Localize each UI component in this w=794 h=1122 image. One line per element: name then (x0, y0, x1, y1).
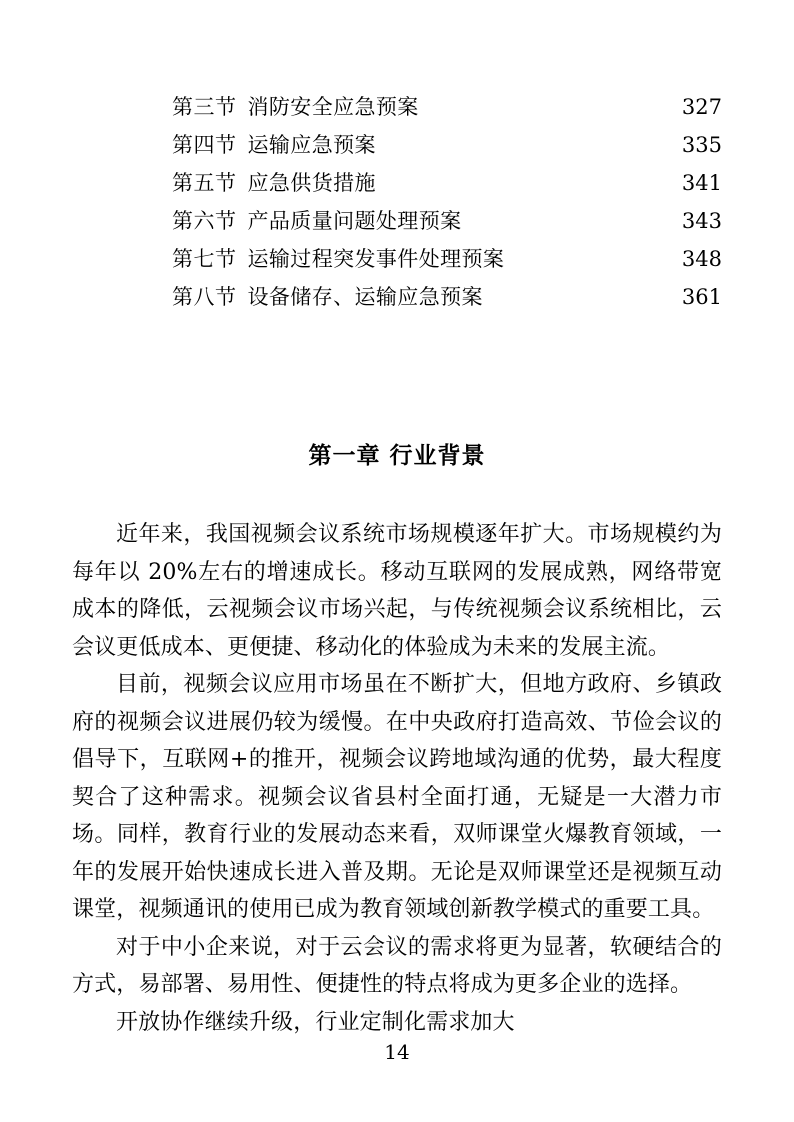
body-paragraph: 对于中小企来说，对于云会议的需求将更为显著，软硬结合的方式，易部署、易用性、便捷性的特点将成为更多企业的选择。 (72, 934, 722, 997)
toc-entry-page-number: 348 (681, 247, 722, 271)
toc-entry-page-number: 327 (681, 95, 722, 119)
toc-entry[interactable] (172, 278, 722, 316)
toc-entry-title: 运输应急预案 (247, 133, 376, 157)
toc-entry-page-number: 343 (681, 209, 722, 233)
toc-entry-title: 运输过程突发事件处理预案 (247, 247, 505, 271)
toc-entry[interactable] (172, 126, 722, 164)
toc-dot-leader (377, 131, 682, 152)
toc-entry-page-number: 335 (681, 133, 722, 157)
toc-dot-leader (463, 207, 682, 228)
toc-entry[interactable] (172, 164, 722, 202)
toc-entry-title: 应急供货措施 (247, 171, 376, 195)
toc-entry-page-number: 341 (681, 171, 722, 195)
toc-entry[interactable] (172, 88, 722, 126)
toc-entry-title: 产品质量问题处理预案 (247, 209, 462, 233)
toc-entry-section: 第五节 (172, 171, 237, 195)
toc-entry-title: 设备储存、运输应急预案 (247, 285, 483, 309)
chapter-heading (0, 437, 794, 470)
body-paragraph: 开放协作继续升级，行业定制化需求加大 (116, 1009, 515, 1035)
toc-entry-section: 第六节 (172, 209, 237, 233)
table-of-contents (172, 88, 722, 316)
toc-dot-leader (484, 283, 682, 304)
toc-entry-section: 第三节 (172, 95, 237, 119)
chapter-title: 行业背景 (389, 442, 486, 469)
toc-entry[interactable] (172, 202, 722, 240)
toc-dot-leader (420, 93, 682, 114)
toc-entry-section: 第四节 (172, 133, 237, 157)
body-text (72, 516, 722, 1041)
toc-entry-page-number: 361 (681, 285, 722, 309)
toc-dot-leader (377, 169, 682, 190)
chapter-number: 第一章 (308, 442, 381, 469)
body-paragraph: 近年来，我国视频会议系统市场规模逐年扩大。市场规模约为每年以 20%左右的增速成长。移动互联网的发展成熟，网络带宽成本的降低，云视频会议市场兴起，与传统视频会议系统相比，云会议更低成本、更便捷、移动化的体验成为未来的发展主流。 (72, 522, 722, 660)
page-number-footer: 14 (384, 1040, 410, 1064)
toc-dot-leader (505, 245, 682, 266)
toc-entry-section: 第七节 (172, 247, 237, 271)
toc-entry-section: 第八节 (172, 285, 237, 309)
toc-entry[interactable] (172, 240, 722, 278)
body-paragraph: 目前，视频会议应用市场虽在不断扩大，但地方政府、乡镇政府的视频会议进展仍较为缓慢。在中央政府打造高效、节俭会议的倡导下，互联网+的推开，视频会议跨地域沟通的优势，最大程度契合了这种需求。视频会议省县村全面打通，无疑是一大潜力市场。同样，教育行业的发展动态来看，双师课堂火爆教育领域，一年的发展开始快速成长进入普及期。无论是双师课堂还是视频互动课堂，视频通讯的使用已成为教育领域创新教学模式的重要工具。 (72, 672, 722, 922)
toc-entry-title: 消防安全应急预案 (247, 95, 419, 119)
